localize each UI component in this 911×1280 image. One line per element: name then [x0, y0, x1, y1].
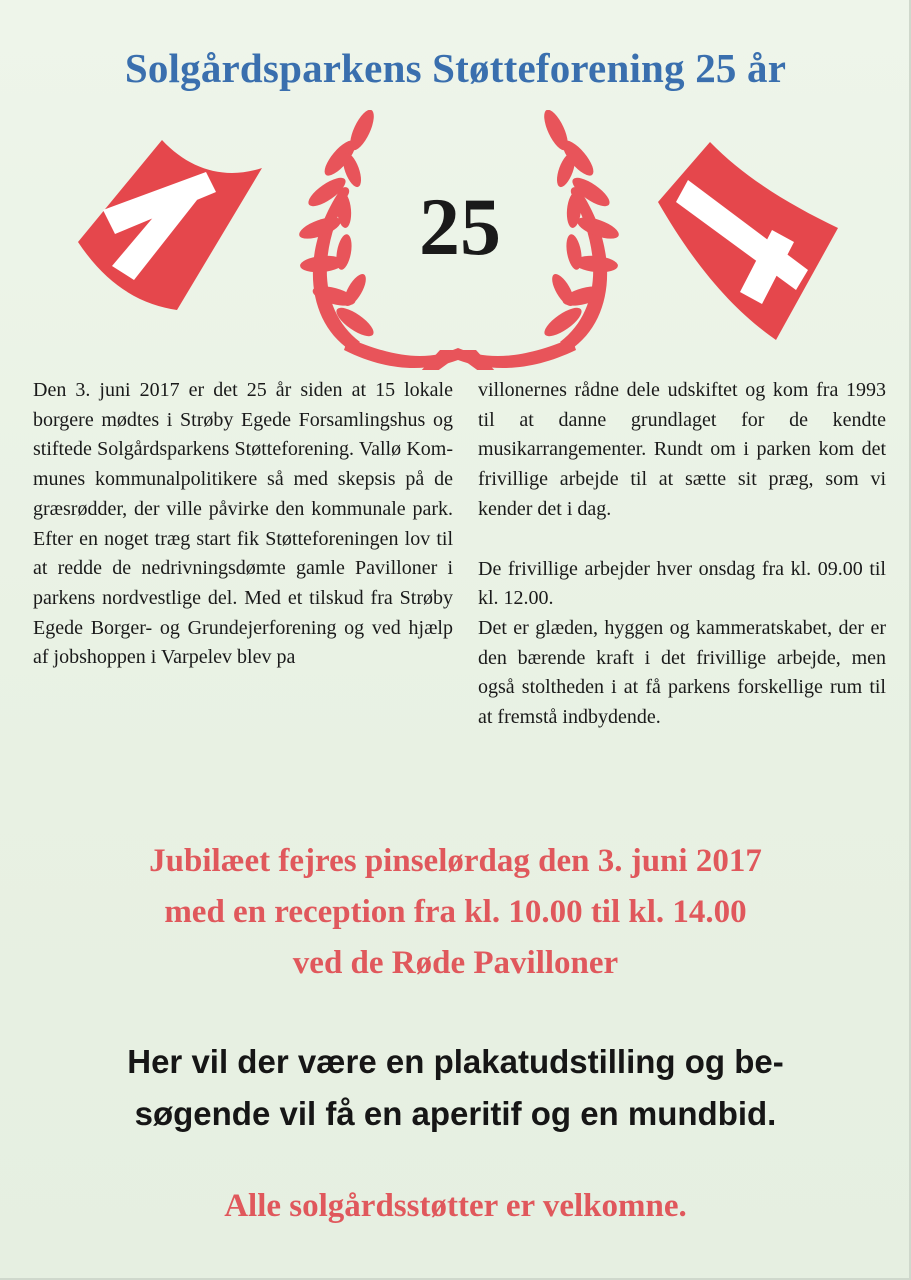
- announcement: [0, 836, 911, 989]
- body-column-right: [478, 376, 886, 733]
- announcement-line: ved de Røde Pavilloner: [292, 945, 619, 981]
- details-line: søgende vil få en aperitif og en mundbid.: [134, 1095, 777, 1132]
- body-paragraph: villonernes rådne dele udskiftet og kom fra 1993 til at danne grundlaget for de kendte musikarrangementer. Rundt om i parken kom det frivillige arbejde til at sætte sit præg, som vi kender det i dag.: [478, 379, 886, 520]
- details-line: Her vil der være en plakatudstilling og be-: [127, 1043, 784, 1080]
- danish-flag-right-icon: [658, 142, 838, 340]
- body-paragraph: Den 3. juni 2017 er det 25 år siden at 15 lokale borgere mødtes i Strøby Egede Forsamlingshus og stiftede Solgårdsparkens Støtteforening. Vallø Kommunes kommunalpolitikere så med skepsis på de græsrødder, der ville påvirke den kommunale park. Efter en noget træg start fik Støtteforeningen lov til at redde de nedrivningsdømte gamle Pavilloner i parkens nordvestlige del. Med et tilskud fra Strøby Egede Borger- og Grundejerforening og ved hjælp af jobshoppen i Varpelev blev pa: [33, 379, 453, 669]
- anniversary-number: 25: [419, 181, 501, 272]
- flyer-title: Solgårdsparkens Støtteforening 25 år: [124, 45, 787, 91]
- body-paragraph: De frivillige arbejder hver onsdag fra kl. 09.00 til kl. 12.00.: [478, 557, 886, 610]
- announcement-line: med en reception fra kl. 10.00 til kl. 14.00: [164, 894, 747, 930]
- welcome-line: Alle solgårdsstøtter er velkomne.: [224, 1188, 687, 1224]
- danish-flag-left-icon: [78, 140, 262, 310]
- body-paragraph: Det er glæden, hyggen og kammeratskabet, der er den bærende kraft i det frivillige arbejde, men også stoltheden i at få parkens forskellige rum til at fremstå indbydende.: [478, 616, 886, 729]
- announcement-line: Jubilæet fejres pinselørdag den 3. juni 2017: [149, 843, 762, 879]
- body-column-left: [33, 376, 453, 673]
- event-details: [0, 1036, 911, 1140]
